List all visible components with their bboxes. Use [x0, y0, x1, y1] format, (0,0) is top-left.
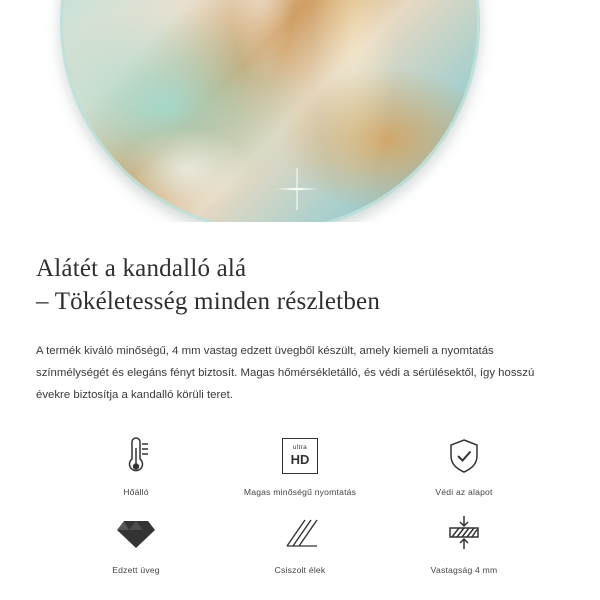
- page-title: [36, 252, 564, 318]
- ultra-hd-badge-bottom: HD: [290, 451, 310, 467]
- hero-image: [0, 0, 600, 222]
- feature-label: Hőálló: [123, 486, 149, 497]
- feature-label: Védi az alapot: [435, 486, 493, 497]
- polished-edges-icon: [280, 511, 320, 557]
- feature-tempered-glass: [54, 511, 218, 575]
- content-area: [0, 222, 600, 575]
- description-paragraph: A termék kiváló minőségű, 4 mm vastag edzett üvegből készült, amely kiemeli a nyomtatás színmélységét és elegáns fényt biztosít. Magas hőmérsékletálló, és védi a sérülésektől, így hosszú évekre biztosítja a kandalló körüli teret.: [36, 345, 535, 402]
- feature-print-quality: [218, 433, 382, 497]
- feature-thickness: [382, 511, 546, 575]
- round-glass-board-image: [60, 0, 480, 222]
- feature-label: Edzett üveg: [112, 564, 160, 575]
- diamond-icon: [116, 511, 156, 557]
- ultra-hd-icon: [282, 433, 318, 479]
- shield-check-icon: [445, 433, 483, 479]
- feature-label: Magas minőségű nyomtatás: [243, 486, 357, 497]
- title-line-1: Alátét a kandalló alá: [36, 255, 247, 282]
- thermometer-icon: [118, 433, 154, 479]
- feature-polished-edges: [218, 511, 382, 575]
- thickness-arrows-icon: [442, 511, 486, 557]
- feature-protects-surface: [382, 433, 546, 497]
- feature-label: Csiszolt élek: [274, 564, 326, 575]
- feature-heat-resistant: [54, 433, 218, 497]
- title-line-2: – Tökéletesség minden részletben: [36, 288, 381, 315]
- feature-label: Vastagság 4 mm: [430, 564, 498, 575]
- ultra-hd-badge-top: ultra: [292, 444, 308, 452]
- feature-grid: [36, 433, 564, 575]
